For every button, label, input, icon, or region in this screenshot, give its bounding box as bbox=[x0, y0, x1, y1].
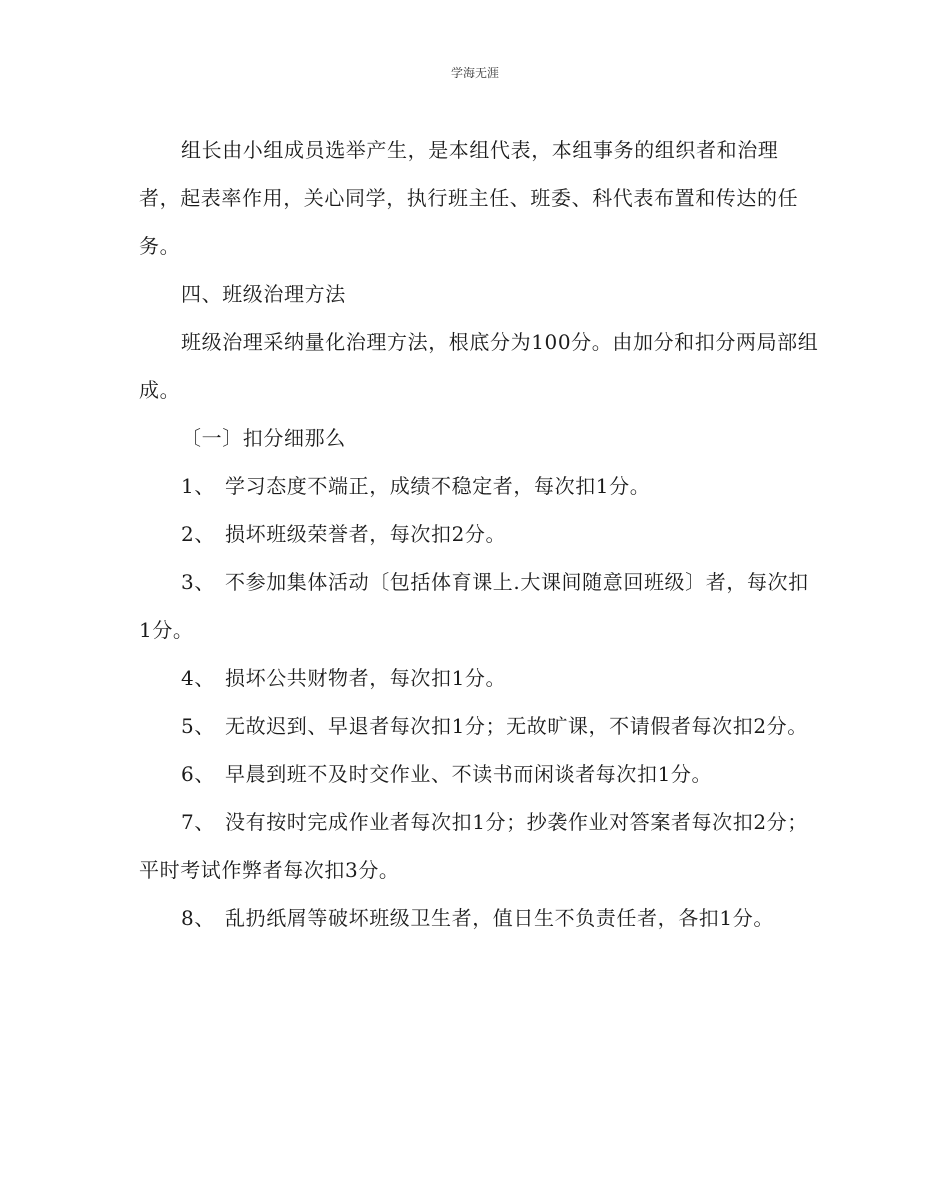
rule-item bbox=[139, 798, 819, 894]
rule-number: 7、 bbox=[181, 810, 215, 834]
rule-item bbox=[139, 510, 819, 558]
rule-number: 2、 bbox=[181, 522, 215, 546]
rule-item bbox=[139, 894, 819, 942]
rule-text: 早晨到班不及时交作业、不读书而闲谈者每次扣1分。 bbox=[225, 762, 713, 786]
rule-number: 5、 bbox=[181, 714, 215, 738]
rule-number: 8、 bbox=[181, 906, 215, 930]
rule-number: 3、 bbox=[181, 570, 215, 594]
rule-item bbox=[139, 702, 819, 750]
subsection-heading-deduction-rules: 〔一〕扣分细那么 bbox=[181, 426, 346, 450]
rule-text: 损坏班级荣誉者，每次扣2分。 bbox=[225, 522, 507, 546]
section-heading-management-method: 四、班级治理方法 bbox=[181, 282, 346, 306]
rule-text: 不参加集体活动〔包括体育课上.大课间随意回班级〕者，每次扣1分。 bbox=[139, 570, 809, 642]
rule-number: 6、 bbox=[181, 762, 215, 786]
rule-number: 4、 bbox=[181, 666, 215, 690]
rule-item bbox=[139, 462, 819, 510]
rule-text: 没有按时完成作业者每次扣1分；抄袭作业对答案者每次扣2分；平时考试作弊者每次扣3分。 bbox=[139, 810, 808, 882]
paragraph-group-leader: 组长由小组成员选举产生，是本组代表，本组事务的组织者和治理者，起表率作用，关心同学，执行班主任、班委、科代表布置和传达的任务。 bbox=[139, 138, 799, 258]
rule-number: 1、 bbox=[181, 474, 215, 498]
rule-text: 乱扔纸屑等破坏班级卫生者，值日生不负责任者，各扣1分。 bbox=[225, 906, 774, 930]
document-body bbox=[139, 126, 819, 942]
page-header: 学海无涯 bbox=[450, 66, 499, 80]
rule-text: 无故迟到、早退者每次扣1分；无故旷课，不请假者每次扣2分。 bbox=[225, 714, 808, 738]
rule-text: 学习态度不端正，成绩不稳定者，每次扣1分。 bbox=[225, 474, 651, 498]
rule-item bbox=[139, 558, 819, 654]
rule-text: 损坏公共财物者，每次扣1分。 bbox=[225, 666, 507, 690]
paragraph-quantified-management: 班级治理采纳量化治理方法，根底分为100分。由加分和扣分两局部组成。 bbox=[139, 330, 819, 402]
rule-item bbox=[139, 654, 819, 702]
rule-item bbox=[139, 750, 819, 798]
